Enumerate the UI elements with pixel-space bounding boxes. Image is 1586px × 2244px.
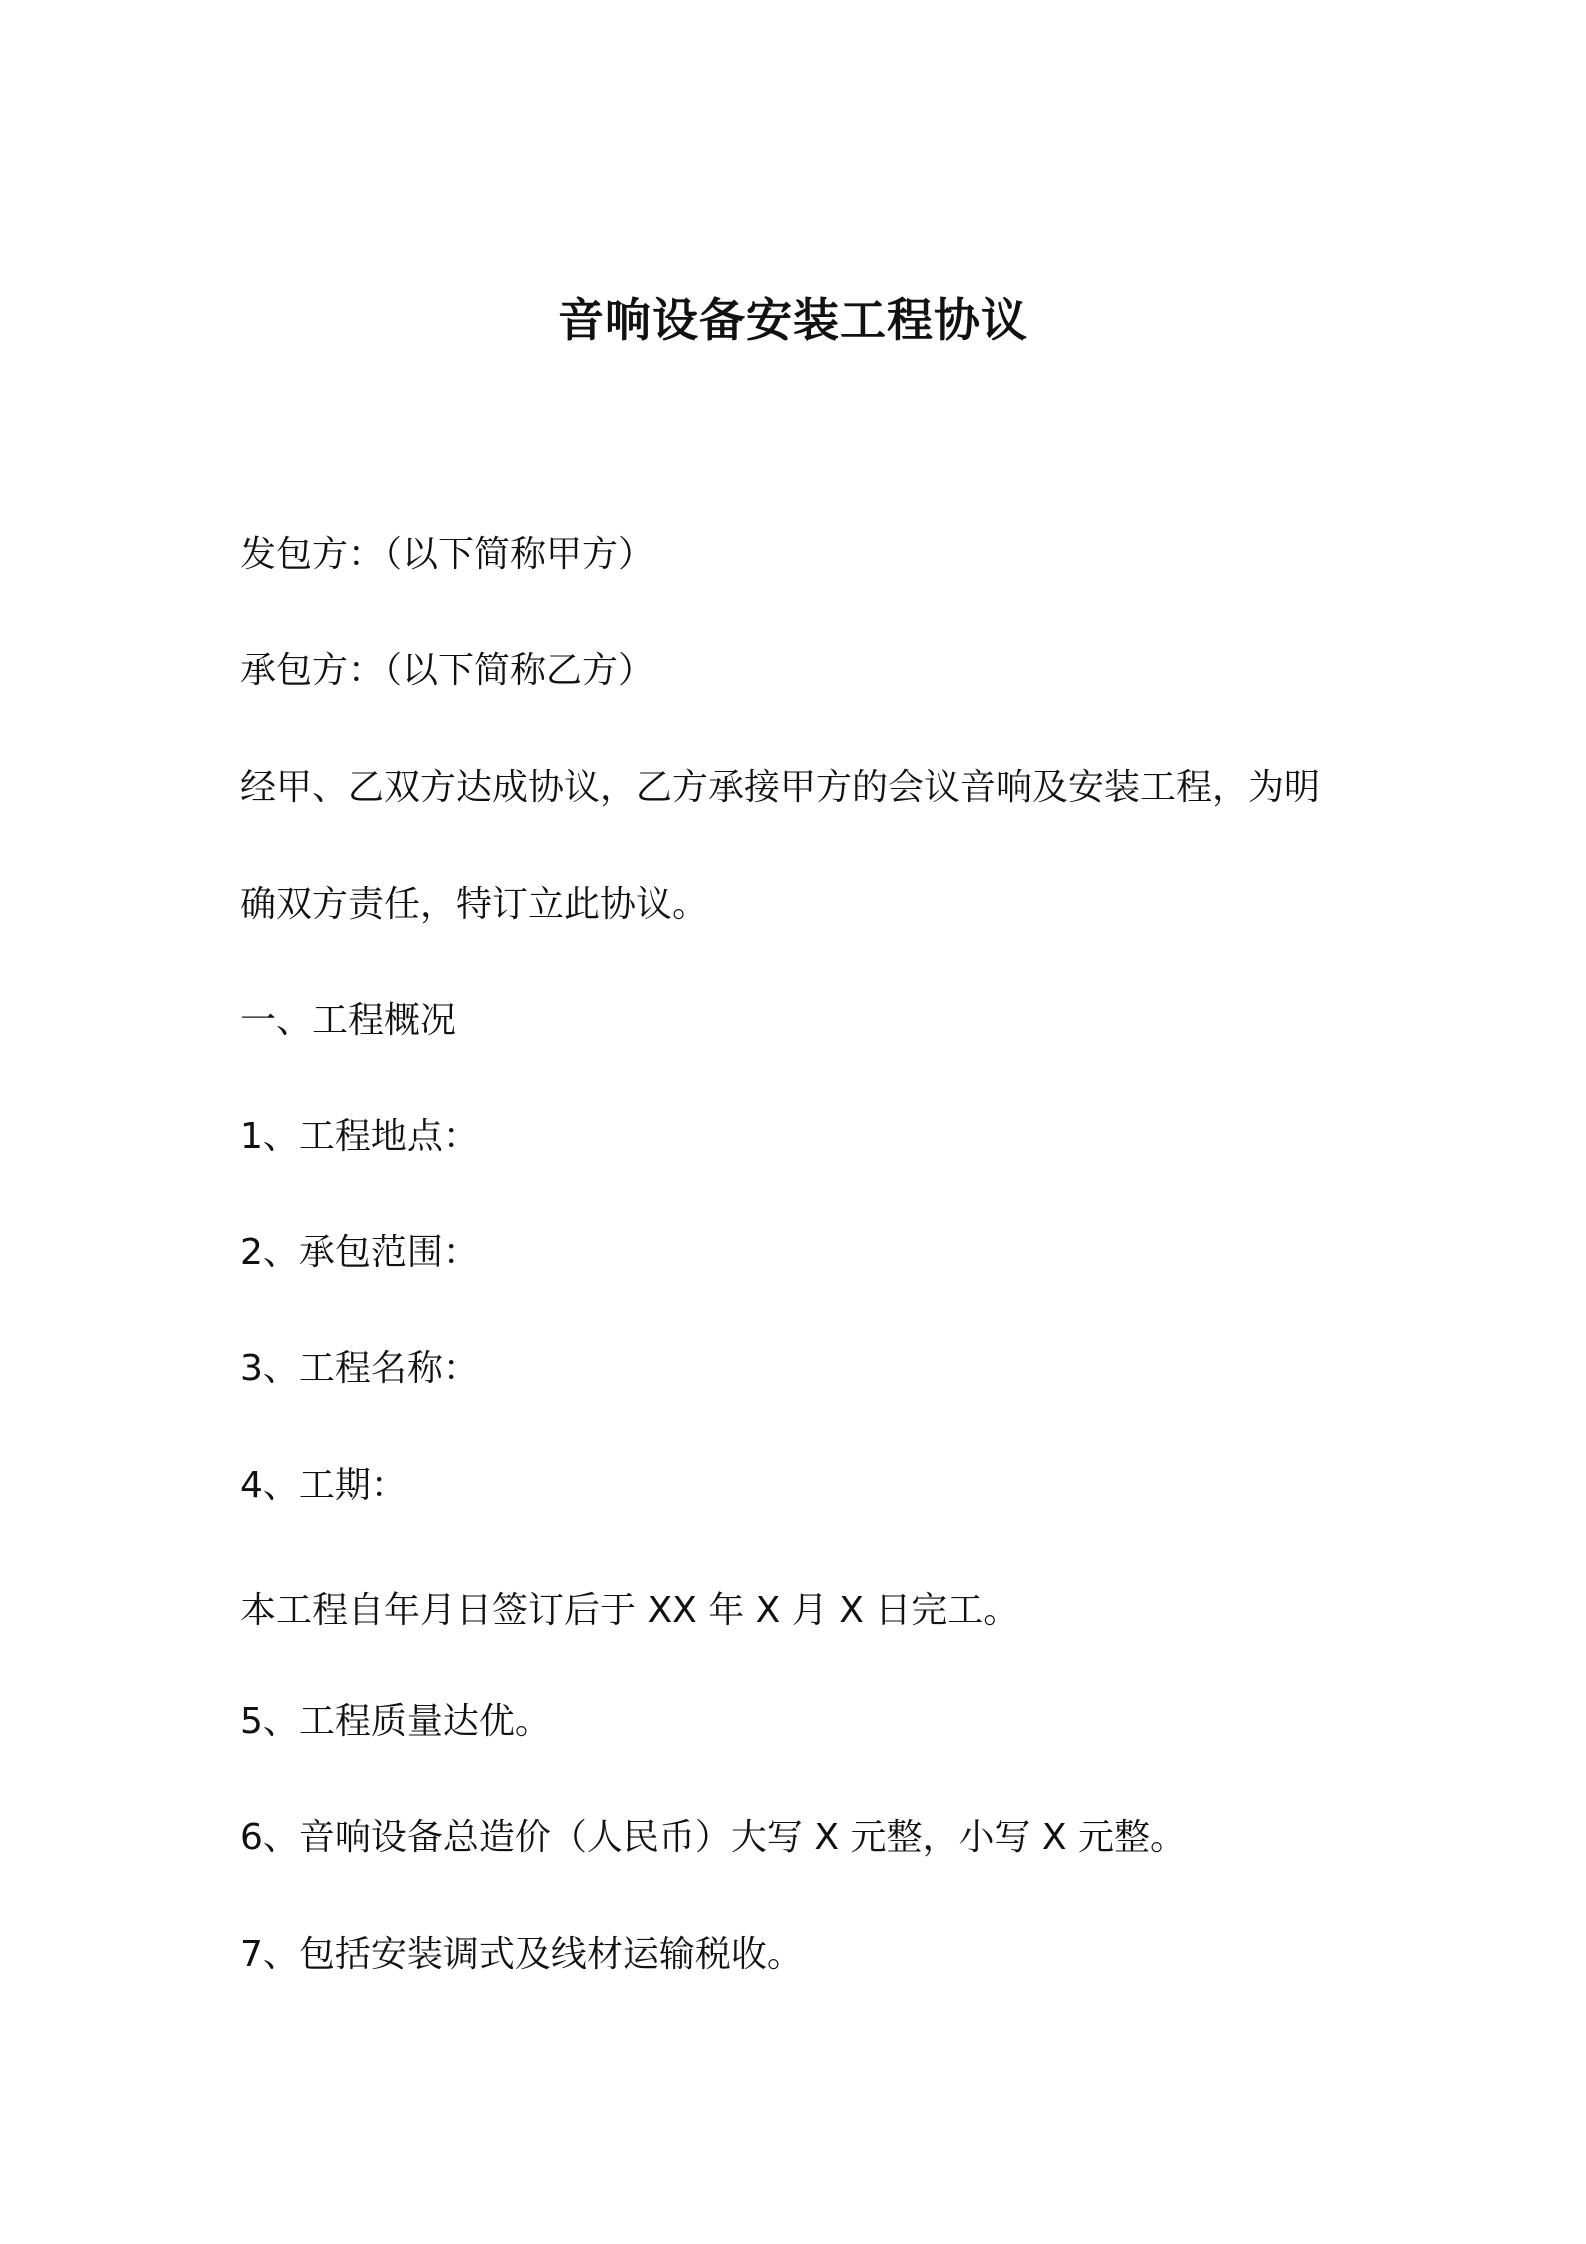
item-quality: 5、工程质量达优。 [240,1701,551,1742]
party-a-line: 发包方：（以下简称甲方） [240,534,655,575]
agreement-intro-line-2: 确双方责任，特订立此协议。 [240,884,709,925]
document-title: 音响设备安装工程协议 [558,293,1028,347]
item-project-name: 3、工程名称： [240,1348,479,1389]
completion-date-line: 本工程自年月日签订后于 XX 年 X 月 X 日完工。 [240,1590,1020,1631]
item-duration: 4、工期： [240,1465,407,1506]
item-total-cost: 6、音响设备总造价（人民币）大写 X 元整，小写 X 元整。 [240,1817,1187,1858]
section-heading-overview: 一、工程概况 [240,1000,457,1041]
agreement-intro-line-1: 经甲、乙双方达成协议，乙方承接甲方的会议音响及安装工程，为明 [240,767,1321,808]
item-inclusions: 7、包括安装调式及线材运输税收。 [240,1934,803,1975]
item-project-location: 1、工程地点： [240,1116,479,1157]
item-contract-scope: 2、承包范围： [240,1232,479,1273]
party-b-line: 承包方：（以下简称乙方） [240,650,655,691]
